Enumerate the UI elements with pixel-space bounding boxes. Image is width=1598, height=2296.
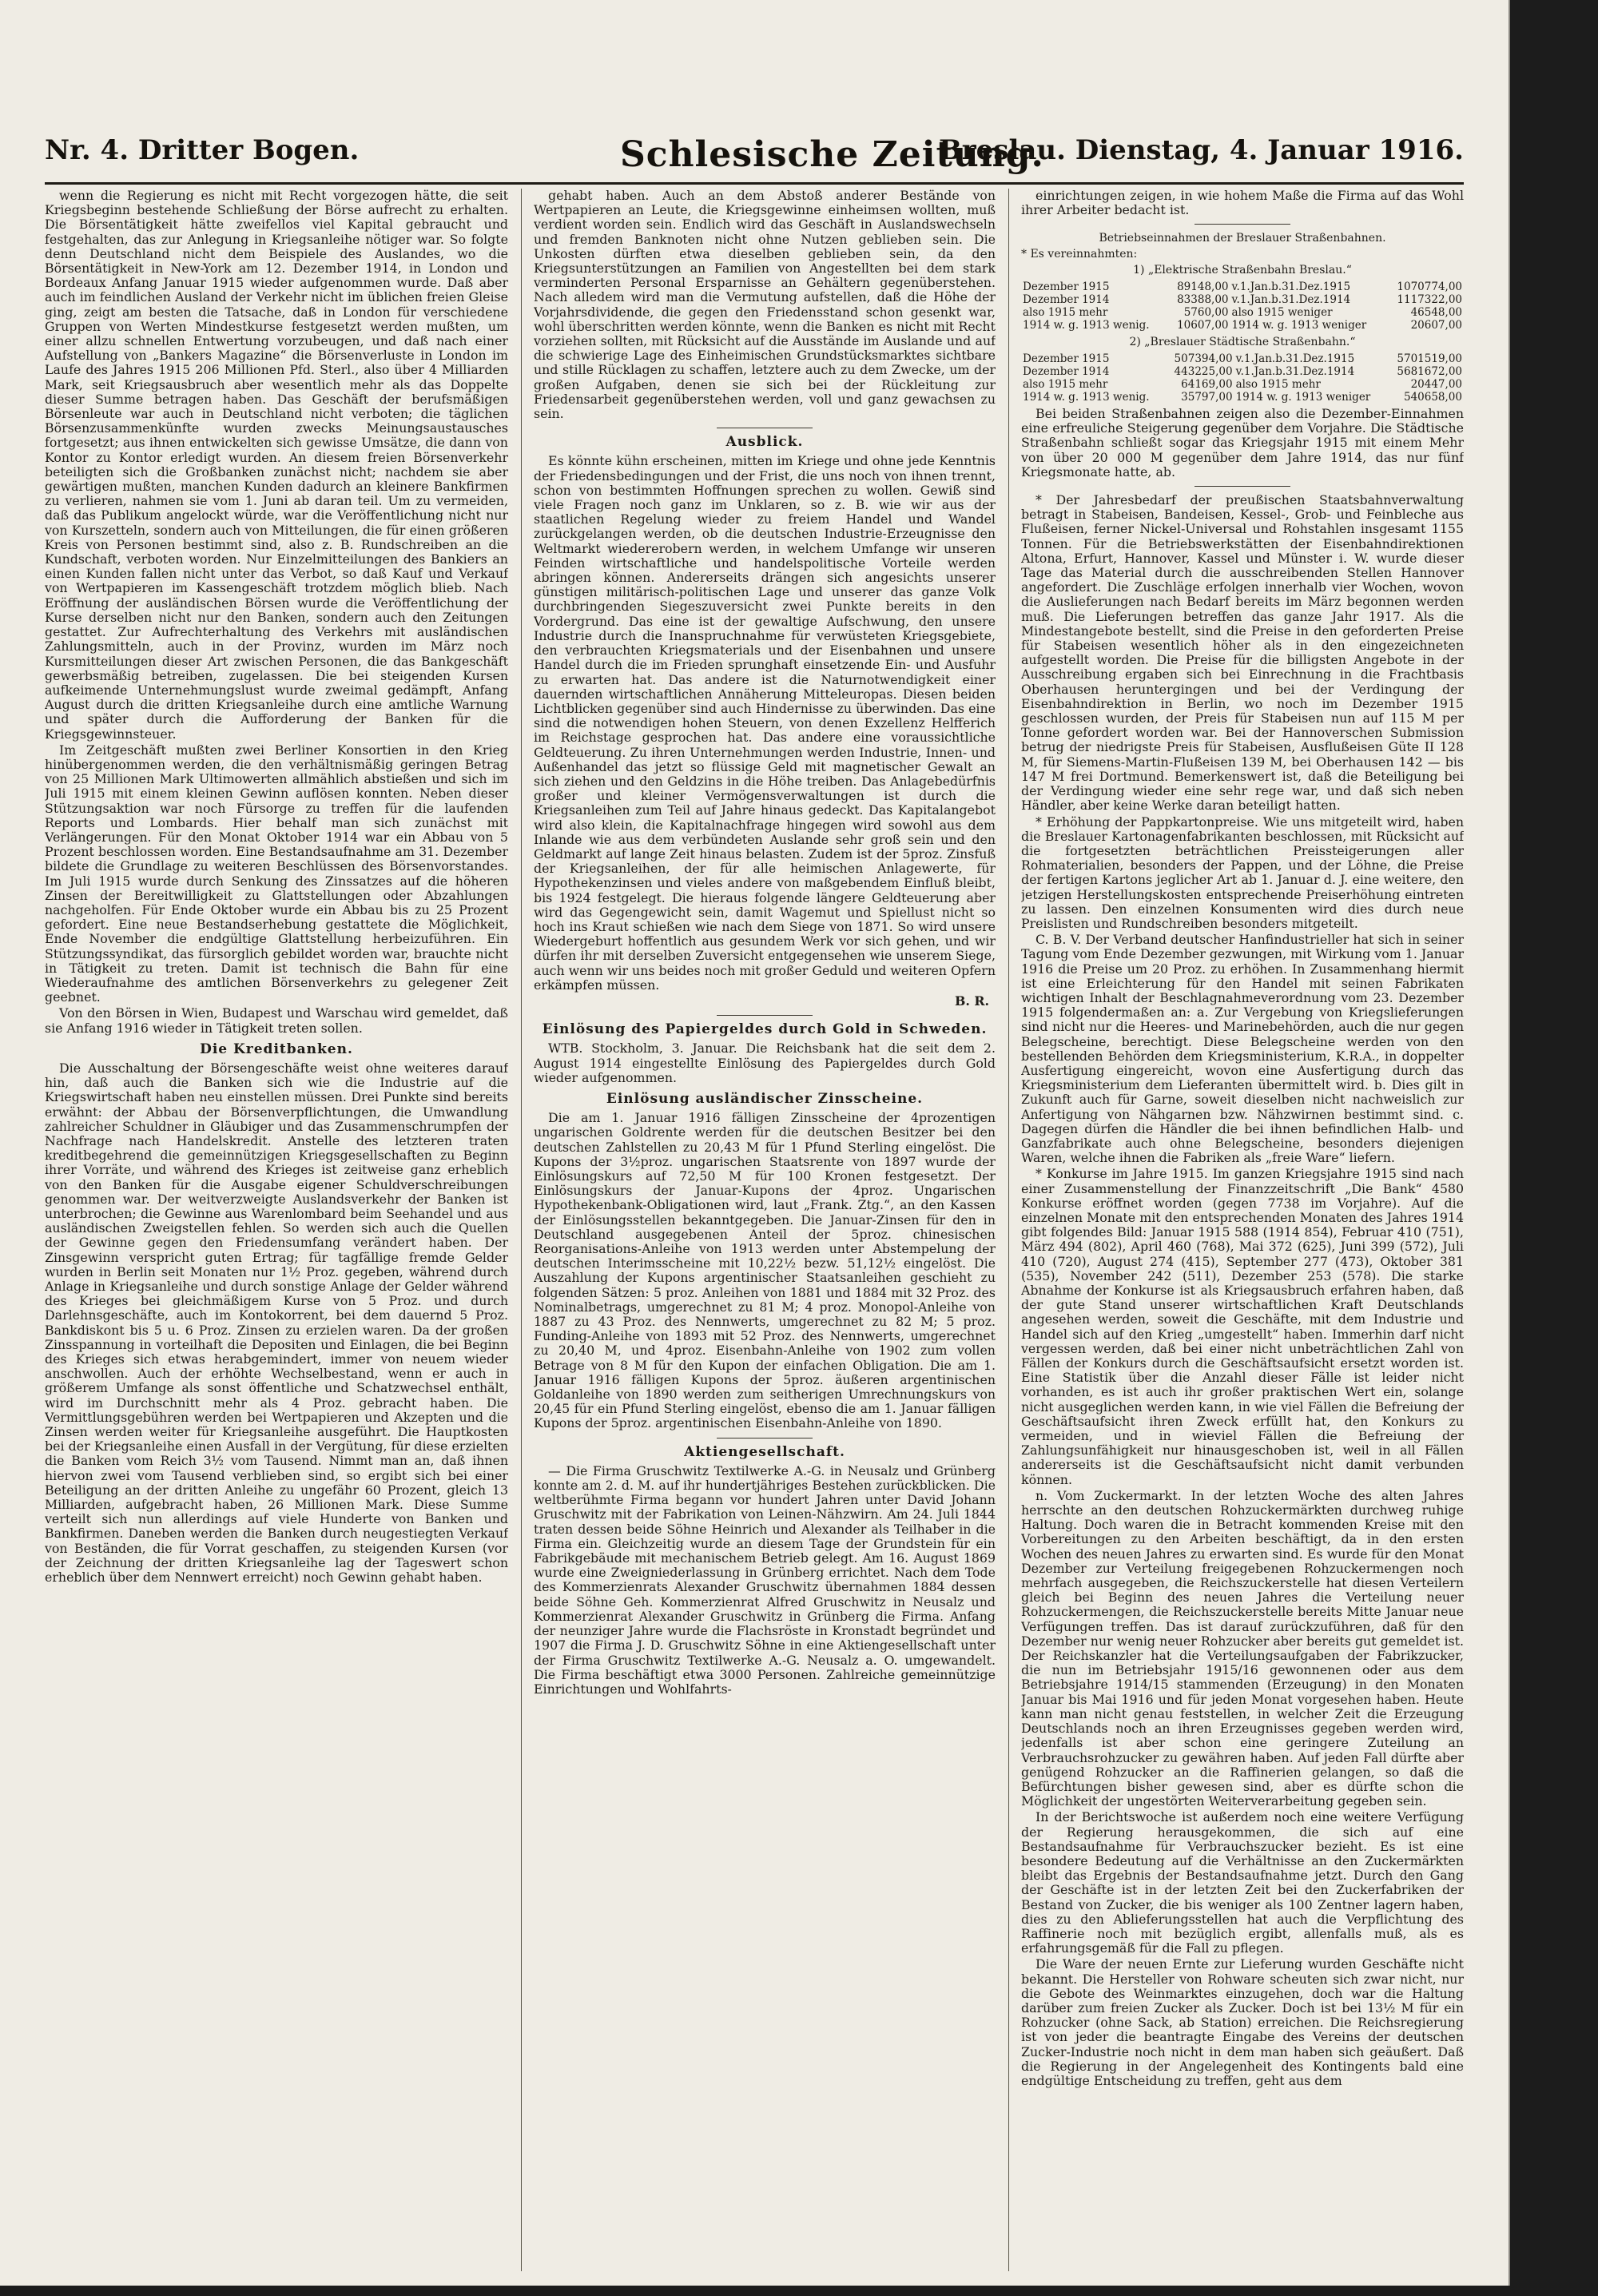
section-heading: Die Kreditbanken.	[200, 1041, 353, 1057]
separator	[1195, 224, 1290, 225]
dateline: Breslau. Dienstag, 4. Januar 1916.	[939, 134, 1464, 166]
table-row	[1021, 281, 1464, 293]
column-divider	[521, 189, 522, 2271]
table-cell: 10607,00	[1177, 318, 1229, 332]
table-cell: 1914 w. g. 1913 wenig.	[1023, 318, 1150, 332]
section-heading: Einlösung des Papiergeldes durch Gold in Schweden.	[542, 1021, 988, 1038]
table-cell: 507394,00	[1174, 352, 1233, 366]
table-row	[1021, 293, 1464, 306]
paragraph: gehabt haben. Auch an dem Abstoß anderer Bestände von Wertpapieren an Leute, die Kriegsgewinne einheimsen wollten, muß verdient worden sein. Endlich wird das Geschäft in Auslandswechseln und fremden Banknoten nicht ohne Nutzen geblieben sein. Die Unkosten dürften etwa dieselben geblieben sein, da den Kriegsunterstützungen an Familien von Angestellten bei dem stark verminderten Personal Ersparnisse an Gehältern gegenüberstehen. Nach alledem wird man die Vermutung aufstellen, daß die Höhe der Vorjahrsdividende, die gegen den Friedensstand schon gesenkt war, wohl überschritten werden könnte, wenn die Banken es nicht mit Recht vorziehen sollten, mit Rücksicht auf die Ausstände im Auslande und auf die schwierige Lage des Einheimischen Grundstücksmarktes sichtbare und stille Rücklagen zu schaffen, letztere auch zu dem Zwecke, um der großen Aufgaben, denen sie sich bei der Rückleitung zur Friedensarbeit gegenüberstehen werden, voll und ganz gewachsen zu sein.	[534, 189, 996, 422]
table-cell: v.1.Jan.b.31.Dez.1914	[1231, 292, 1351, 306]
table-cell: 1914 w. g. 1913 weniger	[1231, 318, 1367, 332]
paragraph: n. Vom Zuckermarkt. In der letzten Woche des alten Jahres herrschte an den deutschen Rohzuckermärkten durchweg ruhige Haltung. Doch waren die in Betracht kommenden Kreise mit den Vorbereitungen zu den Arbeiten beschäftigt, da in den ersten Wochen des neuen Jahres zu erwarten sind. Es wurde für den Monat Dezember zur Verteilung freigegebenen Rohzuckermengen noch mehrfach ausgegeben, die Reichszuckerstelle hat diesen Verteilern gleich bei Beginn des neuen Jahres die Verteilung neuer Rohzuckermengen, die Reichszuckerstelle bereits Mitte Januar neue Verfügungen treffen. Das ist darauf zurückzuführen, daß für den Dezember nur wenig neuer Rohzucker aber bereits gut gemeldet ist. Der Reichskanzler hat die Verteilungsaufgaben der Fabrikzucker, die nun im Betriebsjahr 1915/16 gewonnenen oder aus dem Betriebsjahre 1914/15 stammenden (Erzeugung) in den Monaten Januar bis Mai 1916 und für jeden Monat vorgesehen haben. Heute kann man nicht genau feststellen, in welcher Zeit die Erzeugung Deutschlands noch an ihren Erzeugnisses gegeben werden wird, jedenfalls ist aber schon eine geringere Zuteilung an Verbrauchsrohzucker zu gewähren haben. Auf jeden Fall dürfte aber genügend Rohzucker an die Raffinerien gelangen, so daß die Befürchtungen bisher gewesen sind, aber es dürfte schon die Möglichkeit der ungestörten Weiterverarbeitung gegeben sein.	[1021, 1487, 1464, 1809]
table-cell: Dezember 1914	[1023, 292, 1110, 306]
separator	[717, 1015, 813, 1016]
table-cell: 46548,00	[1410, 305, 1462, 319]
column-3	[1021, 189, 1464, 2271]
table-cell: v.1.Jan.b.31.Dez.1914	[1235, 365, 1355, 379]
table-row	[1021, 319, 1464, 332]
masthead	[45, 134, 1464, 181]
paragraph: In der Berichtswoche ist außerdem noch eine weitere Verfügung der Regierung herausgekommen, die sich auf eine Bestandsaufnahme für Verbrauchszucker bezieht. Es ist eine besondere Bedeutung auf die Verhältnisse an den Zuckermärkten bleibt das Ergebnis der Bestandsaufnahme jetzt. Durch den Gang der Geschäfte ist in der letzten Zeit bei den Zuckerfabriken der Bestand von Zucker, die bis weniger als 100 Zentner lagern haben, dies zu den Ablieferungsstellen hat auch die Verpflichtung des Raffinerie noch mit bezüglich ergibt, allenfalls muß, als es erfahrungsgemäß für die Fall zu pflegen.	[1021, 1809, 1464, 1956]
table-row	[1021, 378, 1464, 391]
table-cell: 1914 w. g. 1913 weniger	[1235, 391, 1371, 404]
table-cell: v.1.Jan.b.31.Dez.1915	[1235, 352, 1355, 366]
author-signature: B. R.	[955, 993, 989, 1009]
table-cell: also 1915 mehr	[1235, 378, 1321, 392]
table-cell: 89148,00	[1177, 280, 1229, 293]
paragraph: Die am 1. Januar 1916 fälligen Zinsscheine der 4prozentigen ungarischen Goldrente werden für die deutschen Besitzer bei den deutschen Zahlstellen zu 20,43 M für 1 Pfund Sterling eingelöst. Die Kupons der 3½proz. ungarischen Staatsrente von 1897 wurde der Einlösungskurs auf 72,50 M für 100 Kronen festgesetzt. Der Einlösungskurs der Januar-Kupons der 4proz. Ungarischen Hypothekenbank-Obligationen wird, laut „Frank. Ztg.“, an den Kassen der Einlösungsstellen bekanntgegeben. Die Januar-Zinsen für den in Deutschland ausgegebenen Anteil der 5proz. chinesischen Reorganisations-Anleihe von 1913 werden unter Abstempelung der deutschen Interimsscheine mit 10,22½ bezw. 51,12½ eingelöst. Die Auszahlung der Kupons argentinischer Staatsanleihen geschieht zu folgenden Sätzen: 5 proz. Anleihen von 1881 und 1884 mit 32 Proz. des Nominalbetrags, umgerechnet zu 81 M; 4 proz. Monopol-Anleihe von 1887 zu 43 Proz. des Nennwerts, umgerechnet zu 82 M; 5 proz. Funding-Anleihe von 1893 mit 52 Proz. des Nennwerts, umgerechnet zu 20,40 M, und 4proz. Eisenbahn-Anleihe von 1902 zum vollen Betrage von 8 M für den Kupon der einfachen Obligation. Die am 1. Januar 1916 fälligen Kupons der 5proz. äußeren argentinischen Goldanleihe von 1890 werden zum seitherigen Umrechnungskurs von 20,45 für ein Pfund Sterling eingelöst, ebenso die am 1. Januar fälligen Kupons der 5proz. argentinischen Eisenbahn-Anleihe von 1890.	[534, 1110, 996, 1431]
revenue-table-electric	[1021, 281, 1464, 332]
column-1	[45, 189, 508, 2271]
table-cell: 1117322,00	[1397, 292, 1462, 306]
newspaper-title: Schlesische Zeitung.	[620, 134, 1044, 175]
table-cell: 5760,00	[1183, 305, 1229, 319]
section-heading: Einlösung ausländischer Zinsscheine.	[606, 1090, 924, 1107]
paragraph: Von den Börsen in Wien, Budapest und Warschau wird gemeldet, daß sie Anfang 1916 wieder in Tätigkeit treten sollen.	[45, 1005, 508, 1036]
paragraph: Die Ware der neuen Ernte zur Lieferung wurden Geschäfte nicht bekannt. Die Hersteller von Rohware scheuten sich zwar nicht, nur die Gebote des Weinmarktes einzugehen, doch war die Haltung darüber zum freien Zucker als Zucker. Doch ist bei 13½ M für ein Rohzucker (ohne Sack, ab Station) erreichen. Die Reichsregierung ist von jeder die beantragte Eingabe des Vereins der deutschen Zucker-Industrie noch nicht in dem man haben sich geäußert. Daß die Regierung in der Angelegenheit des Kontingents bald eine endgültige Entscheidung zu treffen, geht aus dem	[1021, 1956, 1464, 2088]
table-cell: also 1915 mehr	[1023, 378, 1108, 392]
table-cell: also 1915 mehr	[1023, 305, 1108, 319]
paragraph: wenn die Regierung es nicht mit Recht vorgezogen hätte, die seit Kriegsbeginn bestehende Schließung der Börse aufrecht zu erhalten. Die Börsentätigkeit hätte zweifellos viel Kapital gebraucht und festgehalten, das zur Anlegung in Kriegsanleihe nötiger war. So folgte denn Deutschland nicht dem Beispiele des Auslandes, wo die Börsentätigkeit in New-York am 12. Dezember 1914, in London und Bordeaux Anfang Januar 1915 wieder aufgenommen wurde. Daß aber auch im feindlichen Ausland der Verkehr nicht im üblichen freien Gleise ging, zeigt am besten die Tatsache, daß in London für verschiedene Gruppen von Werten Mindestkurse festgesetzt werden mußten, um einer allzu schnellen Entwertung vorzubeugen, und daß nach einer Aufstellung von „Bankers Magazine“ die Börsenverluste in London im Laufe des Jahres 1915 206 Millionen Pfd. Sterl., also über 4 Milliarden Mark, seit Kriegsausbruch aber wesentlich mehr als das Doppelte dieser Summe betragen haben. Das Geschäft der berufsmäßigen Börsenleute war auch in Deutschland nicht verboten; die täglichen Börsenzusammenkünfte wurden zwecks Meinungsaustausches fortgesetzt; aus ihnen entwickelten sich gewisse Umsätze, die dann von Kontor zu Kontor erledigt wurden. An diesem freien Börsenverkehr beteiligten sich die Großbanken zunächst nicht; nachdem sie aber gewärtigen mußten, manchen Kunden dadurch an kleinere Bankfirmen zu verlieren, nahmen sie vom 1. Juni ab daran teil. Um zu vermeiden, daß das Publikum angelockt würde, war die Veröffentlichung nicht nur von Kurszetteln, sondern auch von Mitteilungen, die für einen größeren Kreis von Personen bestimmt sind, also z. B. Rundschreiben an die Kundschaft, verboten worden. Nur Einzelmitteilungen des Bankiers an einen Kunden fallen nicht unter das Verbot, so daß Kauf und Verkauf von Wertpapieren im Kassengeschäft trotzdem möglich blieb. Nach Eröffnung der ausländischen Börsen wurde die Veröffentlichung der Kurse derselben nicht nur den Banken, sondern auch den Zeitungen gestattet. Zur Aufrechterhaltung des Verkehrs mit ausländischen Zahlungsmitteln, auch in der Provinz, wurden im März noch Kursmitteilungen dieser Art zwischen Personen, die das Bankgeschäft gewerbsmäßig betreiben, zugelassen. Die bei steigenden Kursen aufkeimende Unternehmungslust wurde zweimal gedämpft, Anfang August durch die dritten Kriegsanleihe durch eine amtliche Warnung und später durch die Aufforderung der Banken für die Kriegsgewinnsteuer.	[45, 189, 508, 742]
revenue-subtitle: 1) „Elektrische Straßenbahn Breslau.“	[1133, 263, 1352, 277]
paragraph: * Konkurse im Jahre 1915. Im ganzen Kriegsjahre 1915 sind nach einer Zusammenstellung der Finanzzeitschrift „Die Bank“ 4580 Konkurse eröffnet worden (gegen 7738 im Vorjahre). Auf die einzelnen Monate mit den entsprechenden Monaten des Jahres 1914 gibt folgendes Bild: Januar 1915 588 (1914 854), Februar 410 (751), März 494 (802), April 460 (768), Mai 372 (625), Juni 399 (572), Juli 410 (720), August 274 (415), September 277 (473), Oktober 381 (535), November 242 (511), Dezember 253 (578). Die starke Abnahme der Konkurse ist als Kriegsausbruch erfahren haben, daß der gute Stand unserer wirtschaftlichen Kraft Deutschlands angesehen werden, soweit die Geschäfte, mit dem Industrie und Handel sich auf den Krieg „umgestellt“ haben. Immerhin darf nicht vergessen werden, daß bei einer nicht unbeträchtlichen Zahl von Fällen der Konkurs durch die Geschäftsaufsicht ersetzt worden ist. Eine Statistik über die Anzahl dieser Fälle ist leider nicht vorhanden, es ist auch ihr großer praktischen Wert ein, solange nicht ausgeglichen werden kann, in wie viel Fällen die Befreiung der Geschäftsaufsicht ihren Zweck erfüllt hat, den Konkurs zu vermeiden, und in wieviel Fällen die Befreiung der Zahlungsunfähigkeit nur hinausgeschoben ist, weil in all Fällen andererseits ist die Geschäftsaufsicht nicht damit verbunden können.	[1021, 1166, 1464, 1487]
masthead-rule	[45, 182, 1464, 185]
table-cell: 540658,00	[1403, 391, 1462, 404]
table-cell: also 1915 weniger	[1231, 305, 1333, 319]
paragraph: einrichtungen zeigen, in wie hohem Maße die Firma auf das Wohl ihrer Arbeiter bedacht ist.	[1021, 189, 1464, 218]
section-heading: Ausblick.	[725, 434, 804, 451]
paragraph: Die Ausschaltung der Börsengeschäfte weist ohne weiteres darauf hin, daß auch die Banken sich wie die Industrie auf die Kriegswirtschaft haben neu einstellen müssen. Drei Punkte sind bereits erwähnt: der Abbau der Börsenverpflichtungen, die Umwandlung zahlreicher Schuldner in Gläubiger und das Zusammenschrumpfen der Nachfrage nach Handelskredit. Anstelle des letzteren traten kreditbegehrend die gemeinnützigen Kriegsgesellschaften zu Beginn ihrer Vorräte, und während des Krieges ist zeitweise ganz erheblich von den Banken für die Ausgabe eigener Schuldverschreibungen genommen war. Der weitverzweigte Auslandsverkehr der Banken ist unterbrochen; die Gewinne aus Warenlombard beim Seehandel und aus ausländischen Zweigstellen fehlen. So werden sich auch die Quellen der Gewinne gegen den Friedensumfang verändert haben. Der Zinsgewinn verspricht guten Ertrag; für tagfällige fremde Gelder wurden in Berlin seit Monaten nur 1½ Proz. gegeben, während durch Anlage in Kriegsanleihe und durch sonstige Anlage der Gelder während des Krieges bei gleichmäßigem Kurse von 5 Proz. und durch Darlehnsgeschäfte, auch im Kontokorrent, bei dem dauernd 5 Proz. Bankdiskont bis 5 u. 6 Proz. Zinsen zu erzielen waren. Da der großen Zinsspannung in vorteilhaft die Depositen und Einlagen, die bei Beginn des Krieges sich etwas herabgemindert, immer von neuem wieder anschwollen. Auch der erhöhte Wechselbestand, wenn er auch in größerem Umfange als sonst öffentliche und Schatzwechsel enthält, wird im Durchschnitt mehr als 4 Proz. gebracht haben. Die Vermittlungsgebühren werden bei Wertpapieren und Akzepten und die Zinsen werden weiter für Kriegsanleihe ausgeführt. Die Hauptkosten bei der Kriegsanleihe einen Ausfall in der Vergütung, für diese erzielten die Banken vom Reich 3½ vom Tausend. Nimmt man an, daß ihnen hiervon zwei vom Tausend verblieben sind, so ergibt sich bei einer Beteiligung an der dritten Anleihe zu ungefähr 60 Prozent, gleich 13 Milliarden, aufgebracht haben, 26 Millionen Mark. Diese Summe verteilt sich nun allerdings auf viele Hunderte von Banken und Bankfirmen. Daneben werden die Banken durch neugestiegten Verkauf von Beständen, die für Vorrat geschaffen, zu steigenden Kursen (vor der Zeichnung der dritten Kriegsanleihe lag der Tageswert schon erheblich über dem Nennwert erreicht) noch Gewinn gehabt haben.	[45, 1060, 508, 1586]
section-heading: Aktiengesellschaft.	[684, 1443, 845, 1460]
table-cell: Dezember 1915	[1023, 280, 1110, 293]
paragraph: Es könnte kühn erscheinen, mitten im Kriege und ohne jede Kenntnis der Friedensbedingungen und der Frist, die uns noch von ihnen trennt, schon von bestimmten Hoffnungen sprechen zu wollen. Gewiß sind viele Fragen noch ganz im Unklaren, so z. B. wie wir aus der staatlichen Regelung wieder zu freiem Handel und Wandel zurückgelangen werden, ob die deutschen Industrie-Erzeugnisse den Weltmarkt wiedererobern werden, in welchem Umfange wir unseren Feinden wirtschaftliche und handelspolitische Vorteile werden abringen können. Andererseits drängen sich angesichts unserer günstigen militärisch-politischen Lage und unserer das ganze Volk durchbringenden Siegeszuversicht zwei Punkte bereits in den Vordergrund. Das eine ist der gewaltige Aufschwung, den unsere Industrie durch die Inanspruchnahme für verwüsteten Kriegsgebiete, den verbrauchten Kriegsmaterials und der Eisenbahnen und unsere Handel durch die im Frieden sprunghaft einsetzende Ein- und Ausfuhr zu erwarten hat. Das andere ist die Naturnotwendigkeit einer dauernden wirtschaftlichen Annäherung Mitteleuropas. Diesen beiden Lichtblicken gegenüber sind auch Hindernisse zu überwinden. Das eine sind die notwendigen hohen Steuern, von denen Exzellenz Helfferich im Reichstage gesprochen hat. Das andere eine voraussichtliche Geldteuerung. Zu ihren Unternehmungen werden Industrie, Innen- und Außenhandel das jetzt so flüssige Geld mit magnetischer Gewalt an sich ziehen und den Geldzins in die Höhe treiben. Das Anlagebedürfnis großer und kleiner Vermögensverwaltungen ist durch die Kriegsanleihen zum Teil auf Jahre hinaus gedeckt. Das Kapitalangebot wird also klein, die Kapitalnachfrage hingegen wird sowohl aus dem Inlande wie aus dem verbündeten Auslande sehr groß sein und den Geldmarkt auf lange Zeit hinaus belasten. Zudem ist der 5proz. Zinsfuß der Kriegsanleihen, der für alle heimischen Anlagewerte, für Hypothekenzinsen und vieles andere von maßgebendem Einfluß bleibt, bis 1924 festgelegt. Die hieraus folgende längere Geldteuerung aber wird das Gegengewicht sein, damit Wagemut und Spiellust nicht so hoch ins Kraut schießen wie nach dem Siege von 1871. So wird unsere Wiedergeburt hoffentlich aus gesundem Werk vor sich gehen, und wir dürfen ihr mit derselben Zuversicht entgegensehen wie unserem Siege, auch wenn wir uns beides noch mit großer Geduld und weiteren Opfern erkämpfen müssen.	[534, 453, 996, 993]
table-cell: 1070774,00	[1397, 280, 1462, 293]
revenue-table-title: Betriebseinnahmen der Breslauer Straßenbahnen.	[1099, 232, 1386, 245]
column-2	[534, 189, 996, 2271]
revenue-note: * Es vereinnahmten:	[1021, 247, 1138, 261]
table-cell: 5681672,00	[1397, 365, 1462, 379]
table-row	[1021, 365, 1464, 378]
table-cell: Dezember 1914	[1023, 365, 1110, 379]
paragraph: * Erhöhung der Pappkartonpreise. Wie uns mitgeteilt wird, haben die Breslauer Kartonagenfabrikanten beschlossen, mit Rücksicht auf die fortgesetzten beträchtlichen Preissteigerungen aller Rohmaterialien, besonders der Pappen, und der Löhne, die Preise der fertigen Kartons jeglicher Art ab 1. Januar d. J. eine weitere, den jetzigen Herstellungskosten entsprechende Preiserhöhung eintreten zu lassen. Den einzelnen Konsumenten wird dies durch neue Preislisten und Rundschreiben besonders mitgeteilt.	[1021, 814, 1464, 931]
table-cell: 20607,00	[1410, 318, 1462, 332]
paragraph: Im Zeitgeschäft mußten zwei Berliner Konsortien in den Krieg hinübergenommen werden, die den verhältnismäßig geringen Betrag von 25 Millionen Mark Ultimowerten allmählich abstießen und sich im Juli 1915 mit einem kleinen Gewinn auflösen konnten. Neben dieser Stützungsaktion war noch Fürsorge zu treffen für die laufenden Reports und Lombards. Hier behalf man sich zunächst mit Verlängerungen. Für den Monat Oktober 1914 war ein Abbau von 5 Prozent beschlossen worden. Eine Bestandsaufnahme am 31. Dezember bildete die Grundlage zu weiteren Beschlüssen des Börsenvorstandes. Im Juli 1915 wurde durch Senkung des Zinssatzes auf die höheren Zinsen der Bereitwilligkeit zu Glattstellungen oder Abzahlungen nachgeholfen. Für Ende Oktober wurde ein Abbau bis zu 25 Prozent gefordert. Eine neue Bestandserhebung gestattete die Möglichkeit, Ende November die endgültige Glattstellung herbeizuführen. Ein Stützungssyndikat, das fürsorglich gebildet worden war, brauchte nicht in Tätigkeit zu treten. Damit ist technisch die Bahn für eine Wiederaufnahme des amtlichen Börsenverkehrs zu gelegener Zeit geebnet.	[45, 742, 508, 1005]
paragraph: WTB. Stockholm, 3. Januar. Die Reichsbank hat die seit dem 2. August 1914 eingestellte Einlösung des Papiergeldes durch Gold wieder aufgenommen.	[534, 1041, 996, 1085]
revenue-table-municipal	[1021, 352, 1464, 404]
table-cell: 20447,00	[1410, 378, 1462, 392]
table-cell: Dezember 1915	[1023, 352, 1110, 366]
table-cell: 64169,00	[1181, 378, 1233, 392]
table-row	[1021, 352, 1464, 365]
paragraph: C. B. V. Der Verband deutscher Hanfindustrieller hat sich in seiner Tagung vom Ende Dezember gezwungen, mit Wirkung vom 1. Januar 1916 die Preise um 20 Proz. zu erhöhen. In Zusammenhang hiermit ist eine Erleichterung für den Handel mit seinen Fabrikaten wichtigen Inhalt der Beschlagnahmeverordnung vom 23. Dezember 1915 folgendermaßen an: a. Zur Vergebung von Kriegslieferungen sind nicht nur die Heeres- und Marinebehörden, auch die nur gegen Belegscheine, berechtigt. Diese Belegscheine werden von den bestellenden Behörden dem Kriegsministerium, K.R.A., in doppelter Ausfertigung eingereicht, wovon eine Ausfertigung durch das Kriegsministerium dem Lieferanten übermittelt wird. b. Dies gilt in Zukunft auch für Garne, soweit dieselben nicht nachweislich zur Anfertigung von Nähgarnen bzw. Nähzwirnen bestimmt sind. c. Dagegen dürfen die Händler die bei ihnen befindlichen Halb- und Ganzfabrikate auch ohne Belegscheine, besonders diejenigen Waren, welche ihnen die Fabriken als „freie Ware“ liefern.	[1021, 932, 1464, 1166]
separator	[1195, 486, 1290, 487]
table-cell: 5701519,00	[1397, 352, 1462, 366]
issue-number: Nr. 4. Dritter Bogen.	[45, 134, 360, 166]
table-cell: 1914 w. g. 1913 wenig.	[1023, 391, 1150, 404]
column-divider	[1008, 189, 1009, 2271]
paragraph: Bei beiden Straßenbahnen zeigen also die Dezember-Einnahmen eine erfreuliche Steigerung gegenüber dem Vorjahre. Die Städtische Straßenbahn schließt sogar das Kriegsjahr 1915 mit einem Mehr von über 20 000 M gegenüber dem Jahre 1914, das nur fünf Kriegsmonate hatte, ab.	[1021, 406, 1464, 479]
paragraph: — Die Firma Gruschwitz Textilwerke A.-G. in Neusalz und Grünberg konnte am 2. d. M. auf ihr hundertjähriges Bestehen zurückblicken. Die weltberühmte Firma begann vor hundert Jahren unter David Johann Gruschwitz mit der Fabrikation von Leinen-Nähzwirn. Am 24. Juli 1844 traten dessen beide Söhne Heinrich und Alexander als Teilhaber in die Firma ein. Gleichzeitig wurde an diesem Tage der Grundstein für ein Fabrikgebäude mit mechanischem Betrieb gelegt. Am 16. August 1869 wurde eine Zweigniederlassung in Grünberg errichtet. Nach dem Tode des Kommerzienrats Alexander Gruschwitz übernahmen 1884 dessen beide Söhne Geh. Kommerzienrat Alfred Gruschwitz in Neusalz und Kommerzienrat Alexander Gruschwitz in Grünberg die Firma. Anfang der neunziger Jahre wurde die Flachsröste in Kronstadt begründet und 1907 die Firma J. D. Gruschwitz Söhne in eine Aktiengesellschaft unter der Firma Gruschwitz Textilwerke A.-G. Neusalz a. O. umgewandelt. Die Firma beschäftigt etwa 3000 Personen. Zahlreiche gemeinnützige Einrichtungen und Wohlfahrts-	[534, 1462, 996, 1697]
table-row	[1021, 306, 1464, 319]
table-cell: 83388,00	[1177, 292, 1229, 306]
table-cell: 35797,00	[1181, 391, 1233, 404]
table-cell: 443225,00	[1174, 365, 1233, 379]
table-row	[1021, 391, 1464, 404]
table-cell: v.1.Jan.b.31.Dez.1915	[1231, 280, 1351, 293]
revenue-subtitle: 2) „Breslauer Städtische Straßenbahn.“	[1129, 335, 1356, 348]
paragraph: * Der Jahresbedarf der preußischen Staatsbahnverwaltung betragt in Stabeisen, Bandeisen, Kessel-, Grob- und Feinbleche aus Flußeisen, ferner Nickel-Universal und Rohstahlen insgesamt 1155 Tonnen. Für die Betriebswerkstätten der Eisenbahndirektionen Altona, Erfurt, Hannover, Kassel und Münster i. W. wurde dieser Tage das Material durch die ausschreibenden Stellen Hannover angefordert. Die Zuschläge erfolgen innerhalb vier Wochen, wovon die Auslieferungen nach Bedarf bereits im März begonnen werden muß. Die Lieferungen betreffen das ganze Jahr 1917. Als die Mindestangebote bestellt, sind die Preise in den geforderten Preise für Stabeisen wesentlich höher als in den eingezeichneten aufgestellt worden. Die Preise für die billigsten Angebote in der Ausschreibung ergaben sich bei Einrechnung in die Frachtbasis Oberhausen heruntergingen und bei der Verdingung der Eisenbahndirektion in Berlin, wo noch im Dezember 1915 geschlossen wurden, der Preis für Stabeisen nun auf 115 M per Tonne gefordert worden war. Bei der Hannoverschen Submission betrug der niedrigste Preis für Stabeisen, Ausflußeisen Güte II 128 M, für Siemens-Martin-Flußeisen 139 M, bei Oberhausen 142 — bis 147 M frei Dortmund. Bemerkenswert ist, daß die Beteiligung bei der Verdingung wieder eine sehr rege war, und daß sich neben Händler, aber keine Werke daran beteiligt hatten.	[1021, 492, 1464, 814]
